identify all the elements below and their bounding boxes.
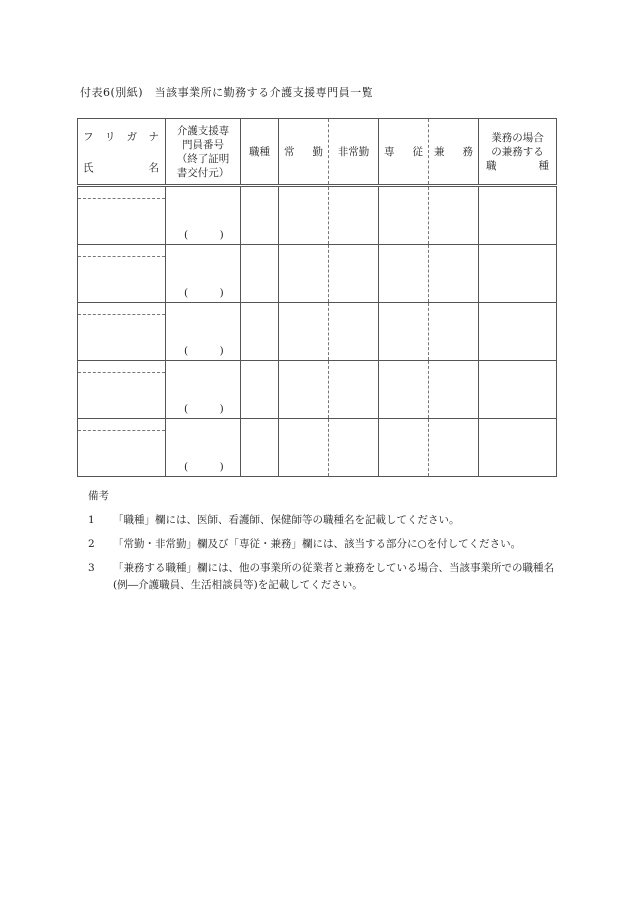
- note-item: 3 「兼務する職種」欄には、他の事業所の従業者と兼務をしている場合、当該事業所での職種名(例―介護職員、生活相談員等)を記載してください。: [88, 562, 554, 591]
- table-row: [78, 186, 557, 245]
- number-cell[interactable]: ( ): [166, 186, 241, 245]
- concurrent-cell[interactable]: [429, 303, 479, 361]
- notes-section: [88, 488, 558, 601]
- header-name: 氏 名: [83, 162, 159, 174]
- notes-heading: 備考: [88, 490, 109, 502]
- concurrent-cell[interactable]: [429, 419, 479, 477]
- fulltime-cell[interactable]: [279, 419, 329, 477]
- fulltime-cell[interactable]: [279, 245, 329, 303]
- header-parttime: 非常勤: [329, 119, 379, 186]
- name-cell[interactable]: [78, 245, 166, 303]
- table-row: [78, 419, 557, 477]
- note-item: 1 「職種」欄には、医師、看護師、保健師等の職種名を記載してください。: [88, 514, 460, 526]
- parttime-cell[interactable]: [329, 186, 379, 245]
- header-furigana-name: [78, 119, 166, 186]
- job-cell[interactable]: [241, 303, 279, 361]
- job-cell[interactable]: [241, 419, 279, 477]
- parttime-cell[interactable]: [329, 303, 379, 361]
- job-cell[interactable]: [241, 361, 279, 419]
- table-row: [78, 303, 557, 361]
- parttime-cell[interactable]: [329, 419, 379, 477]
- header-job: 職種: [241, 119, 279, 186]
- concurrent-cell[interactable]: [429, 361, 479, 419]
- parttime-cell[interactable]: [329, 245, 379, 303]
- dedicated-cell[interactable]: [379, 419, 429, 477]
- concurrent-job-cell[interactable]: [479, 303, 557, 361]
- dedicated-cell[interactable]: [379, 303, 429, 361]
- name-cell[interactable]: [78, 361, 166, 419]
- parttime-cell[interactable]: [329, 361, 379, 419]
- fulltime-cell[interactable]: [279, 361, 329, 419]
- table-header-row: [78, 119, 557, 186]
- concurrent-job-cell[interactable]: [479, 361, 557, 419]
- header-care-manager-number: 介護支援専 門員番号 （終了証明 書交付元）: [166, 119, 241, 186]
- header-fulltime: 常 勤: [279, 119, 329, 186]
- header-dedicated: 専 従: [379, 119, 429, 186]
- concurrent-job-cell[interactable]: [479, 245, 557, 303]
- concurrent-job-cell[interactable]: [479, 186, 557, 245]
- staff-list-table: [77, 118, 557, 477]
- concurrent-job-cell[interactable]: [479, 419, 557, 477]
- number-cell[interactable]: ( ): [166, 245, 241, 303]
- name-cell[interactable]: [78, 419, 166, 477]
- fulltime-cell[interactable]: [279, 186, 329, 245]
- job-cell[interactable]: [241, 186, 279, 245]
- name-cell[interactable]: [78, 186, 166, 245]
- fulltime-cell[interactable]: [279, 303, 329, 361]
- name-cell[interactable]: [78, 303, 166, 361]
- number-cell[interactable]: ( ): [166, 419, 241, 477]
- concurrent-cell[interactable]: [429, 245, 479, 303]
- page-title: 付表6(別紙) 当該事業所に勤務する介護支援専門員一覧: [80, 86, 374, 99]
- dedicated-cell[interactable]: [379, 361, 429, 419]
- dedicated-cell[interactable]: [379, 186, 429, 245]
- number-cell[interactable]: ( ): [166, 361, 241, 419]
- number-cell[interactable]: ( ): [166, 303, 241, 361]
- table-row: [78, 361, 557, 419]
- concurrent-cell[interactable]: [429, 186, 479, 245]
- header-concurrent-job: 業務の場合 の兼務する 職 種: [479, 119, 557, 186]
- dedicated-cell[interactable]: [379, 245, 429, 303]
- header-furigana: フ リ ガ ナ: [83, 131, 159, 143]
- table-row: [78, 245, 557, 303]
- header-concurrent: 兼 務: [429, 119, 479, 186]
- note-item: 2 「常勤・非常勤」欄及び「専従・兼務」欄には、該当する部分に○を付してください。: [88, 538, 522, 550]
- job-cell[interactable]: [241, 245, 279, 303]
